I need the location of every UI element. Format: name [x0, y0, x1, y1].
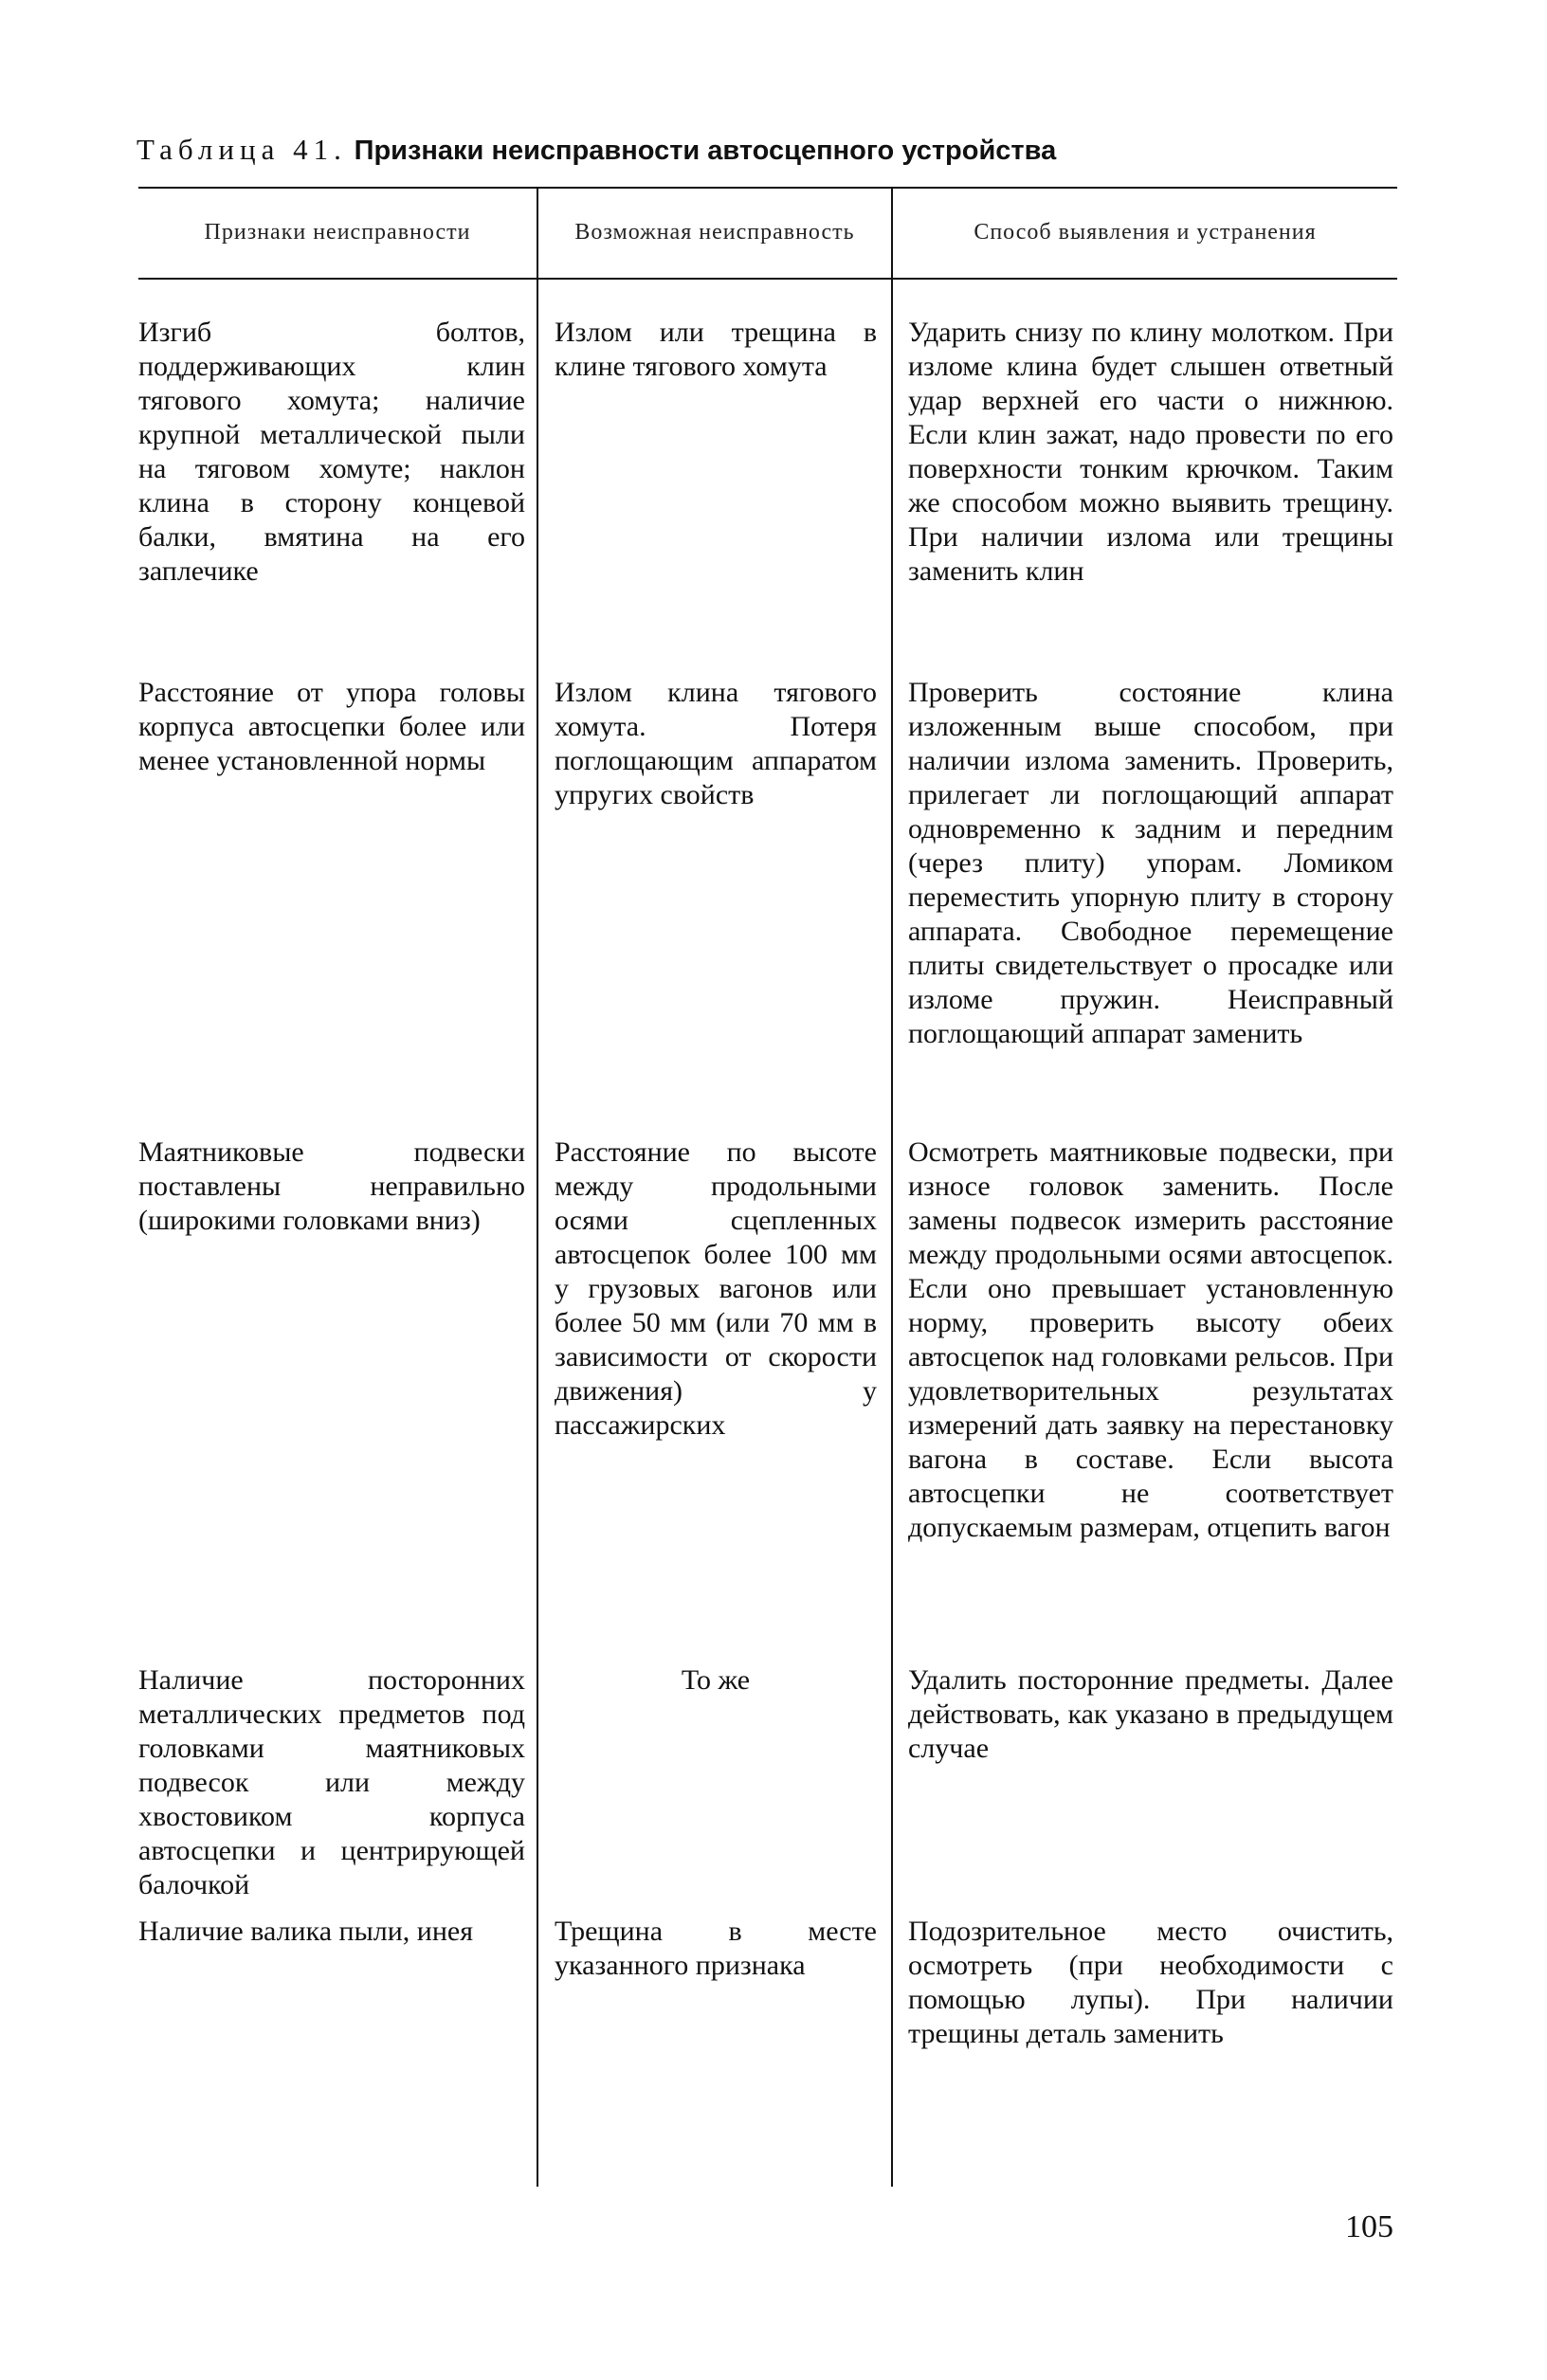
row-3-sign: Маятниковые подвески поставлены неправильно (широкими головками вниз): [138, 1136, 525, 1236]
row-4-fault: То же: [681, 1664, 751, 1696]
header-remedy: Способ выявления и устранения: [974, 219, 1317, 245]
column-divider-1: [537, 187, 538, 2187]
row-5-remedy: Подозрительное место очистить, осмотреть (при необходимости с помощью лупы). При наличии трещины деталь заменить: [908, 1916, 1393, 2049]
table-caption-title: Признаки неисправности автосцепного устройства: [354, 136, 1057, 166]
row-2-remedy: Проверить состояние клина изложенным выше способом, при наличии излома заменить. Проверить, прилегает ли поглощающий аппарат одновременно к задним и передним (через плиту) упорам. Ломиком переместить упорную плиту в сторону аппарата. Свободное перемещение плиты свидетельствует о просадке или изломе пружин. Неисправный поглощающий аппарат заменить: [908, 677, 1393, 1049]
table-caption: [136, 131, 1056, 170]
header-signs: Признаки неисправности: [204, 219, 471, 245]
row-1-fault: Излом или трещина в клине тягового хомута: [555, 317, 877, 382]
table-caption-label: Таблица 41.: [136, 133, 347, 166]
row-1-sign: Изгиб болтов, поддерживающих клин тягового хомута; наличие крупной металлической пыли на тяговом хомуте; наклон клина в сторону концевой балки, вмятина на его заплечике: [138, 317, 525, 587]
table-header-rule: [138, 278, 1397, 280]
row-5-sign: Наличие валика пыли, инея: [138, 1916, 473, 1947]
row-5-fault: Трещина в месте указанного признака: [555, 1916, 877, 1981]
row-3-fault: Расстояние по высоте между продольными осями сцепленных автосцепок более 100 мм у грузовых вагонов или более 50 мм (или 70 мм в зависимости от скорости движения) у пассажирских: [555, 1136, 877, 1441]
column-divider-2: [891, 187, 893, 2187]
row-2-sign: Расстояние от упора головы корпуса автосцепки более или менее установленной нормы: [138, 677, 525, 776]
page-number: 105: [1345, 2209, 1393, 2244]
row-3-remedy: Осмотреть маятниковые подвески, при износе головок заменить. После замены подвесок измерить расстояние между продольными осями автосцепок. Если оно превышает установленную норму, проверить высоту обеих автосцепок над головками рельсов. При удовлетворительных результатах измерений дать заявку на перестановку вагона в составе. Если высота автосцепки не соответствует допускаемым размерам, отцепить вагон: [908, 1136, 1393, 1543]
row-2-fault: Излом клина тягового хомута. Потеря поглощающим аппаратом упругих свойств: [555, 677, 877, 810]
row-4-sign: Наличие посторонних металлических предметов под головками маятниковых подвесок или между хвостовиком корпуса автосцепки и центрирующей балочкой: [138, 1664, 525, 1900]
row-1-remedy: Ударить снизу по клину молотком. При изломе клина будет слышен ответный удар верхней его части о нижнюю. Если клин зажат, надо провести по его поверхности тонким крючком. Таким же способом можно выявить трещину. При наличии излома или трещины заменить клин: [908, 317, 1393, 587]
row-4-remedy: Удалить посторонние предметы. Далее действовать, как указано в предыдущем случае: [908, 1664, 1393, 1764]
header-fault: Возможная неисправность: [574, 219, 855, 245]
